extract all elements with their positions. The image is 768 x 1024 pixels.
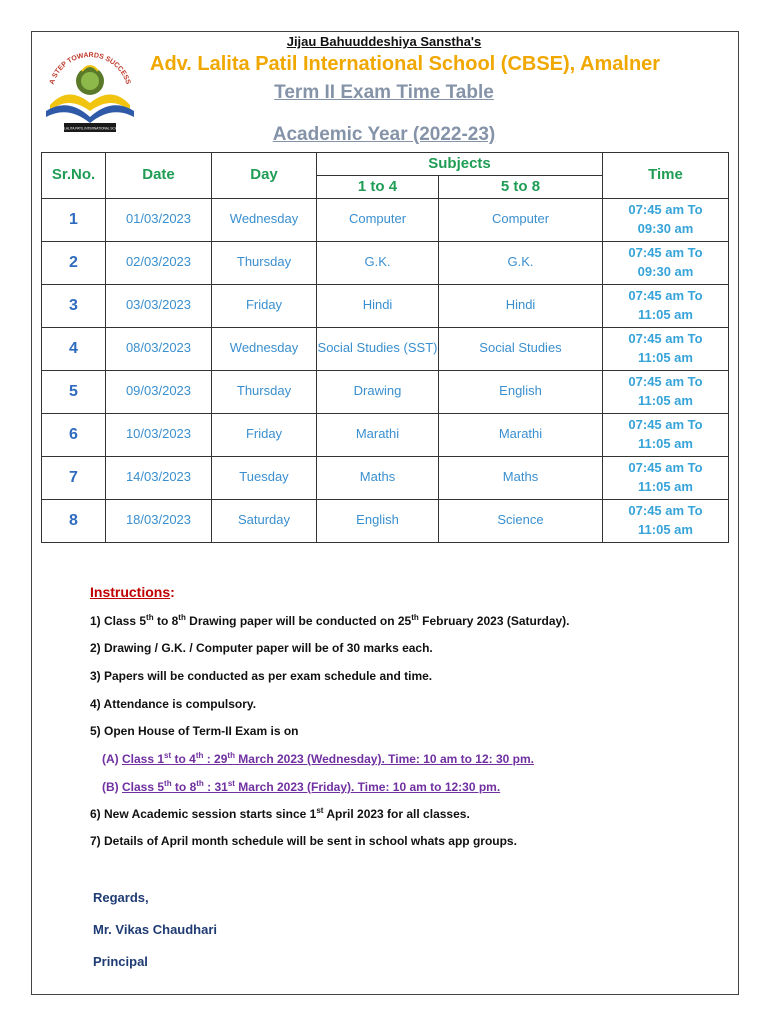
instruction-5b: (B) Class 5th to 8th : 31st March 2023 (Friday). Time: 10 am to 12:30 pm.	[102, 779, 501, 794]
table-row	[42, 413, 729, 456]
instruction-6: 6) New Academic session starts since 1st April 2023 for all classes.	[90, 806, 470, 821]
row-sr: 7	[42, 456, 106, 499]
table-row	[42, 327, 729, 370]
table-row	[42, 456, 729, 499]
instruction-5a: (A) Class 1st to 4th : 29th March 2023 (Wednesday). Time: 10 am to 12: 30 pm.	[102, 751, 534, 766]
row-sr: 5	[42, 370, 106, 413]
instruction-1: 1) Class 5th to 8th Drawing paper will be conducted on 25th February 2023 (Saturday).	[90, 613, 570, 628]
row-subject-5-8: English	[439, 370, 603, 413]
row-time: 07:45 am To 11:05 am	[603, 327, 729, 370]
row-date: 01/03/2023	[106, 198, 212, 241]
logo-motto: A STEP TOWARDS SUCCESS	[48, 51, 132, 86]
row-day: Tuesday	[212, 456, 317, 499]
row-subject-1-4: Hindi	[317, 284, 439, 327]
row-time: 07:45 am To 09:30 am	[603, 241, 729, 284]
instruction-7: 7) Details of April month schedule will be sent in school whats app groups.	[90, 834, 517, 848]
instruction-4: 4) Attendance is compulsory.	[90, 697, 257, 711]
table-row	[42, 499, 729, 542]
row-subject-5-8: Hindi	[439, 284, 603, 327]
row-sr: 1	[42, 198, 106, 241]
principal-name: Mr. Vikas Chaudhari	[93, 922, 218, 937]
row-date: 09/03/2023	[106, 370, 212, 413]
row-subject-1-4: Maths	[317, 456, 439, 499]
row-subject-1-4: Computer	[317, 198, 439, 241]
school-name: Adv. Lalita Patil International School (CBSE), Amalner	[150, 53, 661, 75]
row-date: 03/03/2023	[106, 284, 212, 327]
row-time: 07:45 am To 09:30 am	[603, 198, 729, 241]
row-day: Saturday	[212, 499, 317, 542]
row-sr: 8	[42, 499, 106, 542]
row-subject-5-8: Maths	[439, 456, 603, 499]
row-time: 07:45 am To 11:05 am	[603, 499, 729, 542]
instruction-2: 2) Drawing / G.K. / Computer paper will be of 30 marks each.	[90, 641, 433, 655]
society-name: Jijau Bahuuddeshiya Sanstha's	[286, 34, 482, 49]
row-day: Friday	[212, 413, 317, 456]
row-subject-5-8: G.K.	[439, 241, 603, 284]
row-sr: 6	[42, 413, 106, 456]
row-subject-1-4: Drawing	[317, 370, 439, 413]
row-sr: 2	[42, 241, 106, 284]
row-sr: 3	[42, 284, 106, 327]
logo-caption: ADV. LALITA PATIL INTERNATIONAL SCHOOL	[56, 126, 124, 131]
principal-title: Principal	[93, 954, 148, 969]
instructions-heading: Instructions:	[90, 584, 175, 600]
row-date: 14/03/2023	[106, 456, 212, 499]
table-row	[42, 284, 729, 327]
instruction-3: 3) Papers will be conducted as per exam schedule and time.	[90, 669, 433, 683]
row-day: Thursday	[212, 241, 317, 284]
table-row	[42, 241, 729, 284]
table-row	[42, 370, 729, 413]
header-group-5-8: 5 to 8	[439, 175, 603, 198]
row-date: 08/03/2023	[106, 327, 212, 370]
row-subject-5-8: Social Studies	[439, 327, 603, 370]
row-time: 07:45 am To 11:05 am	[603, 413, 729, 456]
row-subject-5-8: Science	[439, 499, 603, 542]
instruction-5: 5) Open House of Term-II Exam is on	[90, 724, 299, 738]
table-row	[42, 198, 729, 241]
header-group-1-4: 1 to 4	[317, 175, 439, 198]
header-day: Day	[212, 153, 317, 199]
row-time: 07:45 am To 11:05 am	[603, 370, 729, 413]
row-subject-1-4: G.K.	[317, 241, 439, 284]
row-day: Wednesday	[212, 327, 317, 370]
row-day: Thursday	[212, 370, 317, 413]
row-date: 10/03/2023	[106, 413, 212, 456]
row-subject-5-8: Computer	[439, 198, 603, 241]
row-subject-1-4: Marathi	[317, 413, 439, 456]
row-day: Wednesday	[212, 198, 317, 241]
row-date: 02/03/2023	[106, 241, 212, 284]
row-subject-1-4: Social Studies (SST)	[317, 327, 439, 370]
header-date: Date	[106, 153, 212, 199]
header-sr: Sr.No.	[42, 153, 106, 199]
row-sr: 4	[42, 327, 106, 370]
row-time: 07:45 am To 11:05 am	[603, 456, 729, 499]
row-subject-5-8: Marathi	[439, 413, 603, 456]
row-subject-1-4: English	[317, 499, 439, 542]
row-time: 07:45 am To 11:05 am	[603, 284, 729, 327]
row-date: 18/03/2023	[106, 499, 212, 542]
academic-year: Academic Year (2022-23)	[272, 124, 496, 145]
header-time: Time	[603, 153, 729, 199]
exam-title: Term II Exam Time Table	[274, 82, 494, 103]
regards-text: Regards,	[93, 890, 149, 905]
header-subjects: Subjects	[317, 153, 603, 176]
row-day: Friday	[212, 284, 317, 327]
exam-timetable	[41, 152, 729, 543]
